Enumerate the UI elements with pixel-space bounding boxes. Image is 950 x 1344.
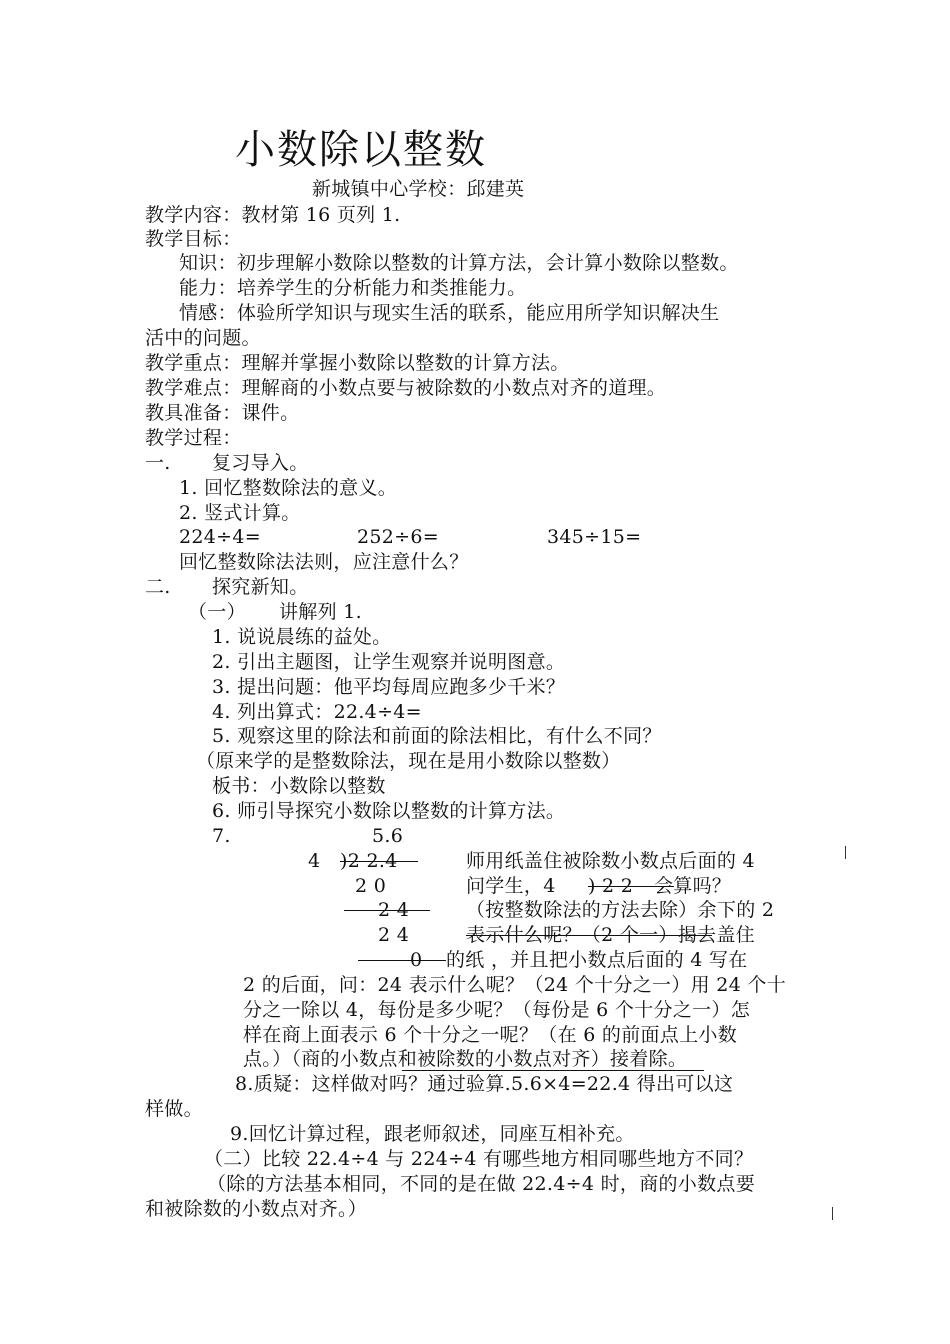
side-note-line-3: （按整数除法的方法去除）余下的 2 bbox=[466, 899, 775, 921]
step-5: 5. 观察这里的除法和前面的除法相比，有什么不同？ bbox=[212, 725, 662, 747]
step-4: 4. 列出算式：22.4÷4= bbox=[212, 701, 422, 723]
section-1-item-2: 2. 竖式计算。 bbox=[179, 502, 301, 524]
difficulty: 教学难点：理解商的小数点要与被除数的小数点对齐的道理。 bbox=[145, 377, 667, 399]
division-bar bbox=[344, 910, 430, 911]
goal-emotion-cont: 活中的问题。 bbox=[145, 327, 261, 349]
step-9: 9.回忆计算过程，跟老师叙述，同座互相补充。 bbox=[230, 1123, 635, 1145]
section-1-number: 一. bbox=[145, 452, 171, 474]
answer-line-2: 和被除数的小数点对齐。） bbox=[145, 1198, 368, 1220]
division-bar bbox=[358, 960, 446, 961]
step-8-cont: 样做。 bbox=[145, 1098, 203, 1120]
explanation-line-4: 点。）（商的小数点和被除数的小数点对齐）接着除。 bbox=[243, 1048, 688, 1070]
section-1-recall: 回忆整数除法法则，应注意什么？ bbox=[179, 551, 469, 573]
side-note-line-2-end: 会算吗？ bbox=[654, 875, 732, 897]
long-division-row-1: 2 0 bbox=[355, 875, 387, 897]
long-division-quotient: 5.6 bbox=[372, 825, 404, 847]
goal-ability: 能力：培养学生的分析能力和类推能力。 bbox=[179, 277, 527, 299]
section-1-item-1: 1. 回忆整数除法的意义。 bbox=[179, 477, 398, 499]
step-2: 2. 引出主题图，让学生观察并说明图意。 bbox=[212, 651, 566, 673]
answer-line-1: （除的方法基本相同，不同的是在做 22.4÷4 时，商的小数点要 bbox=[207, 1173, 755, 1195]
long-division-row-4: 0 bbox=[410, 949, 423, 971]
subsection-2-compare: （二）比较 22.4÷4 与 224÷4 有哪些地方相同哪些地方不同？ bbox=[204, 1148, 754, 1170]
long-division-dividend: )2 2.4 bbox=[340, 850, 398, 872]
long-division-row-3: 2 4 bbox=[378, 924, 410, 946]
subsection-1-number: （一） bbox=[188, 601, 246, 623]
subsection-1-title: 讲解列 1. bbox=[279, 601, 362, 623]
margin-mark bbox=[832, 1207, 833, 1220]
underline bbox=[402, 1070, 704, 1071]
side-note-line-2: 问学生，4 bbox=[466, 875, 556, 897]
page-title: 小数除以整数 bbox=[235, 127, 487, 173]
calc-3: 345÷15= bbox=[547, 526, 642, 548]
step-8: 8.质疑：这样做对吗？通过验算.5.6×4=22.4 得出可以这 bbox=[235, 1073, 734, 1095]
step-7: 7. bbox=[212, 825, 231, 847]
side-note-mini-division: ) 2 2 bbox=[588, 875, 634, 897]
content-line: 教学内容：教材第 16 页列 1. bbox=[145, 204, 401, 226]
division-bar bbox=[340, 861, 418, 862]
goal-knowledge: 知识：初步理解小数除以整数的计算方法，会计算小数除以整数。 bbox=[179, 252, 739, 274]
step-3: 3. 提出问题：他平均每周应跑多少千米？ bbox=[212, 676, 566, 698]
section-2-title: 探究新知。 bbox=[212, 576, 309, 598]
author-line: 新城镇中心学校：邱建英 bbox=[312, 178, 525, 200]
strikethrough bbox=[466, 935, 712, 936]
section-1-title: 复习导入。 bbox=[212, 452, 309, 474]
step-1: 1. 说说晨练的益处。 bbox=[212, 626, 392, 648]
calc-1: 224÷4= bbox=[179, 526, 261, 548]
tools: 教具准备：课件。 bbox=[145, 402, 300, 424]
goal-emotion: 情感：体验所学知识与现实生活的联系，能应用所学知识解决生 bbox=[179, 302, 720, 324]
explanation-line-3: 样在商上面表示 6 个十分之一呢？（在 6 的前面点上小数 bbox=[243, 1024, 738, 1046]
key-point: 教学重点：理解并掌握小数除以整数的计算方法。 bbox=[145, 352, 570, 374]
step-6: 6. 师引导探究小数除以整数的计算方法。 bbox=[212, 800, 566, 822]
section-2-number: 二. bbox=[145, 576, 171, 598]
long-division-divisor: 4 bbox=[308, 850, 321, 872]
process-heading: 教学过程： bbox=[145, 427, 242, 449]
side-note-line-4: 表示什么呢？（2 个一）揭去盖住 bbox=[466, 924, 755, 946]
margin-mark bbox=[845, 846, 846, 859]
long-division-row-2: 2 4 bbox=[378, 899, 410, 921]
step-5-note: （原来学的是整数除法，现在是用小数除以整数） bbox=[196, 750, 621, 772]
calc-2: 252÷6= bbox=[357, 526, 439, 548]
side-note-line-5: 的纸 ，并且把小数点后面的 4 写在 bbox=[446, 949, 748, 971]
explanation-line-1: 2 的后面，问：24 表示什么呢？（24 个十分之一）用 24 个十 bbox=[243, 974, 787, 996]
goals-heading: 教学目标： bbox=[145, 228, 242, 250]
explanation-line-2: 分之一除以 4，每份是多少呢？（每份是 6 个十分之一）怎 bbox=[243, 999, 750, 1021]
side-note-line-1: 师用纸盖住被除数小数点后面的 4 bbox=[466, 850, 755, 872]
board-writing: 板书：小数除以整数 bbox=[212, 775, 386, 797]
